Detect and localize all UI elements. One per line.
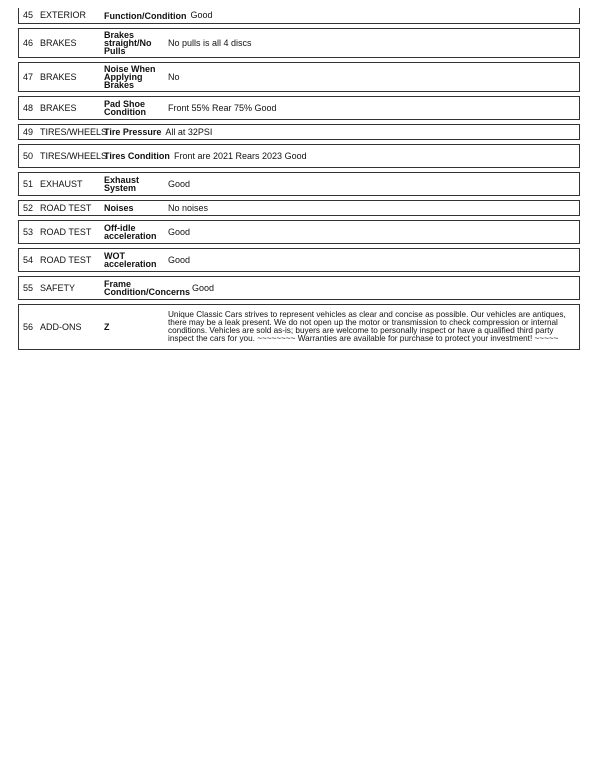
table-row (18, 172, 580, 196)
row-value: Front are 2021 Rears 2023 Good (174, 150, 307, 161)
row-value: Good (168, 254, 191, 265)
row-number: 54 (23, 254, 34, 265)
row-value: No noises (168, 202, 209, 213)
table-row (18, 96, 580, 120)
table-row (18, 8, 580, 24)
row-item: WOT acceleration (104, 251, 157, 269)
row-number: 46 (23, 37, 34, 48)
row-number: 49 (23, 126, 34, 137)
row-value: Front 55% Rear 75% Good (168, 102, 277, 113)
table-row (18, 200, 580, 216)
row-item: Noises (104, 203, 134, 213)
row-category: TIRES/WHEELS (40, 150, 108, 161)
table-row (18, 124, 580, 140)
row-value: Good (168, 226, 191, 237)
row-category: BRAKES (40, 71, 77, 82)
row-number: 53 (23, 226, 34, 237)
table-row (18, 28, 580, 58)
row-category: BRAKES (40, 102, 77, 113)
table-row (18, 62, 580, 92)
row-category: BRAKES (40, 37, 77, 48)
row-value: All at 32PSI (165, 126, 213, 137)
row-category: ROAD TEST (40, 254, 92, 265)
row-value: No (168, 71, 180, 82)
row-item: Brakes straight/No Pulls (104, 30, 152, 56)
table-row (18, 144, 580, 168)
table-row (18, 276, 580, 300)
row-value: Unique Classic Cars strives to represent vehicles as clear and concise as possible. Our vehicles are antiques, there may be a leak present. We do not open up the motor or transmission to check compression or internal conditions. Vehicles are sold as-is; buyers are welcome to personally inspect or have a qualified third party inspect the cars for you. ~~~~~~~~ Warranties are available for purchase to protect your investment! ~~~~~ (168, 310, 566, 343)
table-row (18, 220, 580, 244)
inspection-table (18, 8, 580, 354)
row-number: 55 (23, 282, 34, 293)
row-item: Frame Condition/Concerns (104, 279, 190, 297)
row-category: EXHAUST (40, 178, 83, 189)
row-item: Off-idle acceleration (104, 223, 157, 241)
row-value: No pulls is all 4 discs (168, 37, 252, 48)
row-number: 52 (23, 202, 34, 213)
row-number: 47 (23, 71, 34, 82)
table-row (18, 248, 580, 272)
row-category: ROAD TEST (40, 226, 92, 237)
row-item: Pad Shoe Condition (104, 99, 146, 117)
row-number: 50 (23, 150, 34, 161)
row-item: Function/Condition (104, 10, 187, 21)
row-number: 51 (23, 178, 34, 189)
row-category: SAFETY (40, 282, 76, 293)
row-item: Tires Condition (104, 151, 170, 161)
row-category: ADD-ONS (40, 321, 82, 332)
row-category: EXTERIOR (40, 10, 87, 20)
row-category: ROAD TEST (40, 202, 92, 213)
row-number: 48 (23, 102, 34, 113)
row-category: TIRES/WHEELS (40, 126, 108, 137)
table-row (18, 304, 580, 350)
row-value: Good (168, 178, 191, 189)
row-item: Z (104, 322, 110, 332)
row-number: 45 (23, 10, 34, 20)
row-number: 56 (23, 321, 34, 332)
row-item: Noise When Applying Brakes (104, 64, 156, 90)
row-item: Exhaust System (104, 175, 140, 193)
row-value: Good (192, 282, 215, 293)
row-value: Good (190, 10, 213, 20)
row-item: Tire Pressure (104, 127, 162, 137)
